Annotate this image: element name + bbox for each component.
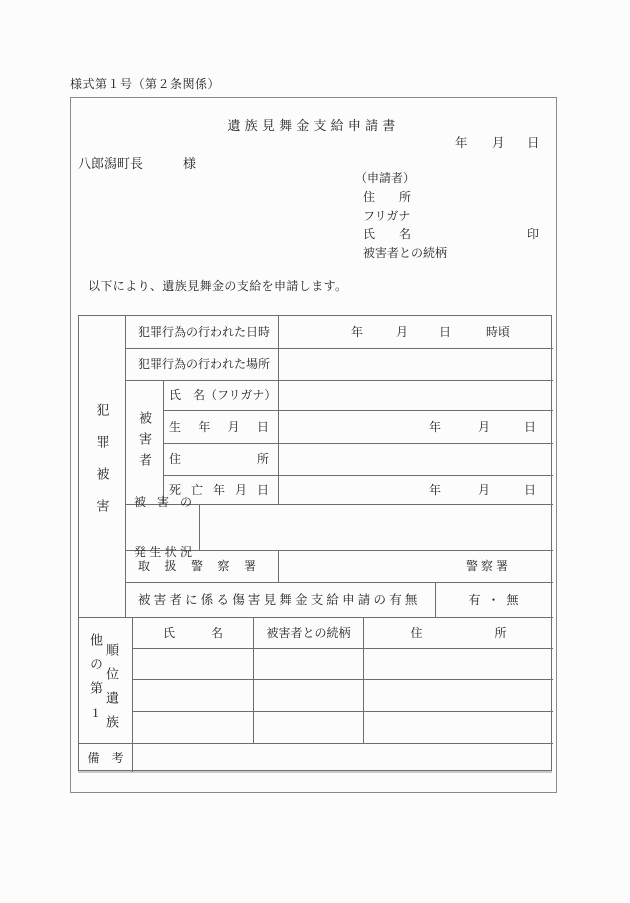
police-label: 取 扱 警 察 署 [138,559,256,573]
victim-header: 被害者 [137,411,152,474]
datetime-month: 月 [396,325,409,339]
birth-month: 月 [478,420,491,434]
situation-label-line1: 被 害 の [134,495,192,509]
form-number: 様式第１号（第２条関係） [70,77,221,91]
datetime-time: 時頃 [486,325,511,339]
family-row-relation-cell [254,649,364,680]
victim-address-label: 住 所 [169,452,269,466]
crime-place-value-cell [279,349,553,381]
family-col-relation: 被害者との続柄 [254,618,364,649]
death-month: 月 [478,483,491,497]
crime-place-label: 犯罪行為の行われた場所 [126,349,279,381]
family-row-address-cell [364,680,553,712]
family-row-address-cell [364,649,553,680]
family-row-name-cell [133,649,254,680]
victim-death-label: 死 亡 年 月 日 [169,482,269,497]
remarks-label: 備 考 [79,744,133,772]
remarks-value-cell [133,744,553,772]
family-row-relation-cell [254,680,364,712]
page-title: 遺族見舞金支給申請書 [227,118,400,133]
crime-section-header: 犯罪被害 [94,402,110,531]
family-section-header-col2: 順位遺族 [104,643,119,739]
family-row-address-cell [364,712,553,744]
applicant-heading: （申請者） [355,171,416,185]
addressee: 八郎潟町長 [78,156,144,171]
crime-datetime-value-cell [279,316,553,349]
situation-value-cell [200,505,553,551]
victim-name-value-cell [279,381,553,411]
header-date-year: 年 [455,136,468,150]
applicant-name-label: 氏 名 [363,227,412,241]
victim-name-label: 氏 名（フリガナ） [164,381,279,411]
crime-datetime-label: 犯罪行為の行われた日時 [126,316,279,349]
family-col-address: 住 所 [364,618,553,649]
police-value-cell [279,551,553,583]
family-col-name: 氏 名 [133,618,254,649]
victim-birth-label: 生 年 月 日 [169,419,269,434]
birth-year: 年 [429,420,442,434]
family-section-header-cell [79,618,133,744]
family-row-relation-cell [254,712,364,744]
intro-sentence: 以下により、遺族見舞金の支給を申請します。 [88,279,348,293]
header-date-month: 月 [492,136,505,150]
applicant-furigana-label: フリガナ [363,209,411,223]
victim-birth-label-cell [164,411,279,444]
death-year: 年 [429,483,442,497]
family-row-name-cell [133,680,254,712]
police-station-suffix: 警察署 [465,559,511,573]
seal-mark: 印 [527,227,540,241]
family-section-header-col1: 他の第1 [88,633,103,731]
injury-application-label: 被害者に係る傷害見舞金支給申請の有無 [126,583,436,618]
family-row-name-cell [133,712,254,744]
death-day: 日 [524,483,537,497]
victim-address-value-cell [279,444,553,476]
crime-section-header-cell [79,316,126,618]
injury-application-options: 有 ・ 無 [436,583,553,618]
applicant-address-label: 住 所 [363,190,412,204]
victim-birth-value-cell [279,411,553,444]
applicant-relation-label: 被害者との続柄 [363,246,448,260]
situation-label-line2: 発 生 状 況 [134,545,192,559]
datetime-year: 年 [351,325,364,339]
situation-label-cell [126,495,200,559]
victim-death-value-cell [279,476,553,505]
birth-day: 日 [524,420,537,434]
addressee-honorific: 様 [183,156,197,171]
police-label-cell [126,551,279,583]
datetime-day: 日 [439,325,452,339]
main-table [78,315,552,771]
header-date-day: 日 [527,136,540,150]
